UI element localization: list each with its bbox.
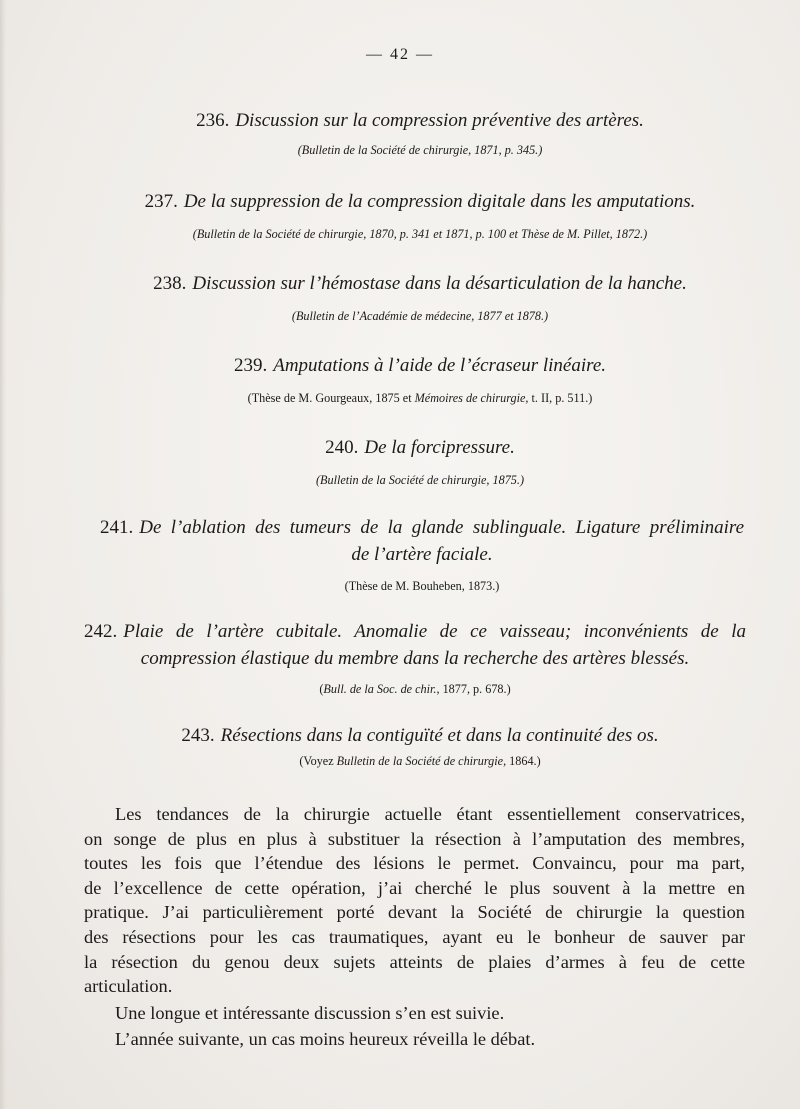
paragraph-line: de l’excellence de cette opération, j’ai cherché le plus souvent à la mettre en <box>84 877 745 898</box>
entry-reference <box>100 753 740 769</box>
paragraph: Une longue et intéressante discussion s’en est suivie. <box>115 1002 505 1023</box>
entry-title-line <box>100 541 744 568</box>
entry-title <box>100 434 740 461</box>
entry-242 <box>84 618 746 697</box>
entry-236 <box>100 107 740 158</box>
paragraph-line: pratique. J’ai particulièrement porté devant la Société de chirurgie la question <box>84 902 745 923</box>
entry-reference-part: (Voyez <box>299 754 337 768</box>
entry-239 <box>100 352 740 406</box>
entry-reference <box>100 308 740 324</box>
entry-number: 238. <box>153 273 187 294</box>
entry-title-text: compression élastique du membre dans la recherche des artères blessés. <box>140 648 690 669</box>
entry-reference <box>100 578 744 594</box>
paragraph: L’année suivante, un cas moins heureux réveilla le débat. <box>115 1029 536 1050</box>
entry-237 <box>100 188 740 242</box>
entry-title <box>100 722 740 749</box>
entry-reference-text: (Bulletin de la Société de chirurgie, 1870, p. 341 et 1871, p. 100 et Thèse de M. Pillet, 1872.) <box>192 227 648 241</box>
page-edge-shadow <box>0 0 6 1109</box>
entry-reference-part: ( <box>319 682 324 696</box>
page-number: — 42 — <box>366 46 434 63</box>
entry-reference-text: (Bulletin de la Société de chirurgie, 1875.) <box>315 473 525 487</box>
paragraph-line: on songe de plus en plus à substituer la résection à l’amputation des membres, <box>84 828 745 849</box>
entry-title-text: De la forcipressure. <box>364 437 515 458</box>
entry-title <box>100 352 740 379</box>
paragraph-line: Les tendances de la chirurgie actuelle étant essentiellement conservatrices, <box>115 804 745 824</box>
entry-title <box>100 270 740 297</box>
entry-reference-part: (Thèse de M. Gourgeaux, 1875 et <box>247 391 415 405</box>
entry-number: 241. <box>100 517 134 538</box>
entry-title-text: de l’artère faciale. <box>351 544 493 565</box>
entry-reference-text: (Bulletin de la Société de chirurgie, 1871, p. 345.) <box>297 143 543 157</box>
entry-reference-text: (Thèse de M. Bouheben, 1873.) <box>344 579 500 593</box>
entry-number: 240. <box>325 437 359 458</box>
entry-reference-text: (Bulletin de l’Académie de médecine, 1877 et 1878.) <box>291 309 549 323</box>
entry-reference <box>100 226 740 242</box>
entry-reference <box>100 142 740 158</box>
entry-reference-part: t. II, p. 511.) <box>528 391 593 405</box>
entry-title-line <box>100 514 744 541</box>
entry-title-text: Discussion sur la compression préventive des artères. <box>235 110 644 131</box>
paragraph <box>84 802 745 999</box>
entry-title-text: Discussion sur l’hémostase dans la désarticulation de la hanche. <box>192 273 687 294</box>
entry-title-text: Plaie de l’artère cubitale. Anomalie de ce vaisseau; inconvénients de la <box>123 621 746 642</box>
entry-reference-part: 1864.) <box>506 754 541 768</box>
entry-number: 237. <box>144 191 178 212</box>
entry-240 <box>100 434 740 488</box>
paragraph-line: toutes les fois que l’étendue des lésions le permet. Convaincu, pour ma part, <box>84 853 745 874</box>
entry-reference <box>100 390 740 406</box>
entry-reference-part: Bulletin de la Société de chirurgie, <box>336 754 507 768</box>
entry-title-text: De la suppression de la compression digitale dans les amputations. <box>183 191 696 212</box>
entry-reference <box>100 472 740 488</box>
entry-238 <box>100 270 740 324</box>
paragraph-line: la résection du genou deux sujets atteints de plaies d’armes à feu de cette <box>84 951 745 972</box>
body-text <box>84 802 745 1052</box>
entry-reference-part: Mémoires de chirurgie, <box>414 391 529 405</box>
entry-number: 242. <box>84 621 118 642</box>
entry-number: 239. <box>233 355 268 376</box>
entry-reference-part: Bull. de la Soc. de chir., <box>323 682 440 696</box>
entry-title-text: Résections dans la contiguïté et dans la continuité des os. <box>220 725 659 746</box>
paragraph-line: des résections pour les cas traumatiques, ayant eu le bonheur de sauver par <box>84 926 745 947</box>
entry-reference-part: 1877, p. 678.) <box>439 682 511 696</box>
paragraph-line: articulation. <box>84 976 173 997</box>
entry-title-line <box>84 645 746 672</box>
entry-241 <box>100 514 744 594</box>
entry-number: 236. <box>196 110 230 131</box>
entry-number: 243. <box>181 725 215 746</box>
entry-title-line <box>84 618 746 645</box>
entry-title-text: Amputations à l’aide de l’écraseur linéaire. <box>273 355 607 376</box>
entry-title-text: De l’ablation des tumeurs de la glande sublinguale. Ligature préliminaire <box>139 517 744 538</box>
entry-243 <box>100 722 740 769</box>
entry-reference <box>84 681 746 697</box>
entry-title <box>100 107 740 134</box>
entry-title <box>100 188 740 215</box>
